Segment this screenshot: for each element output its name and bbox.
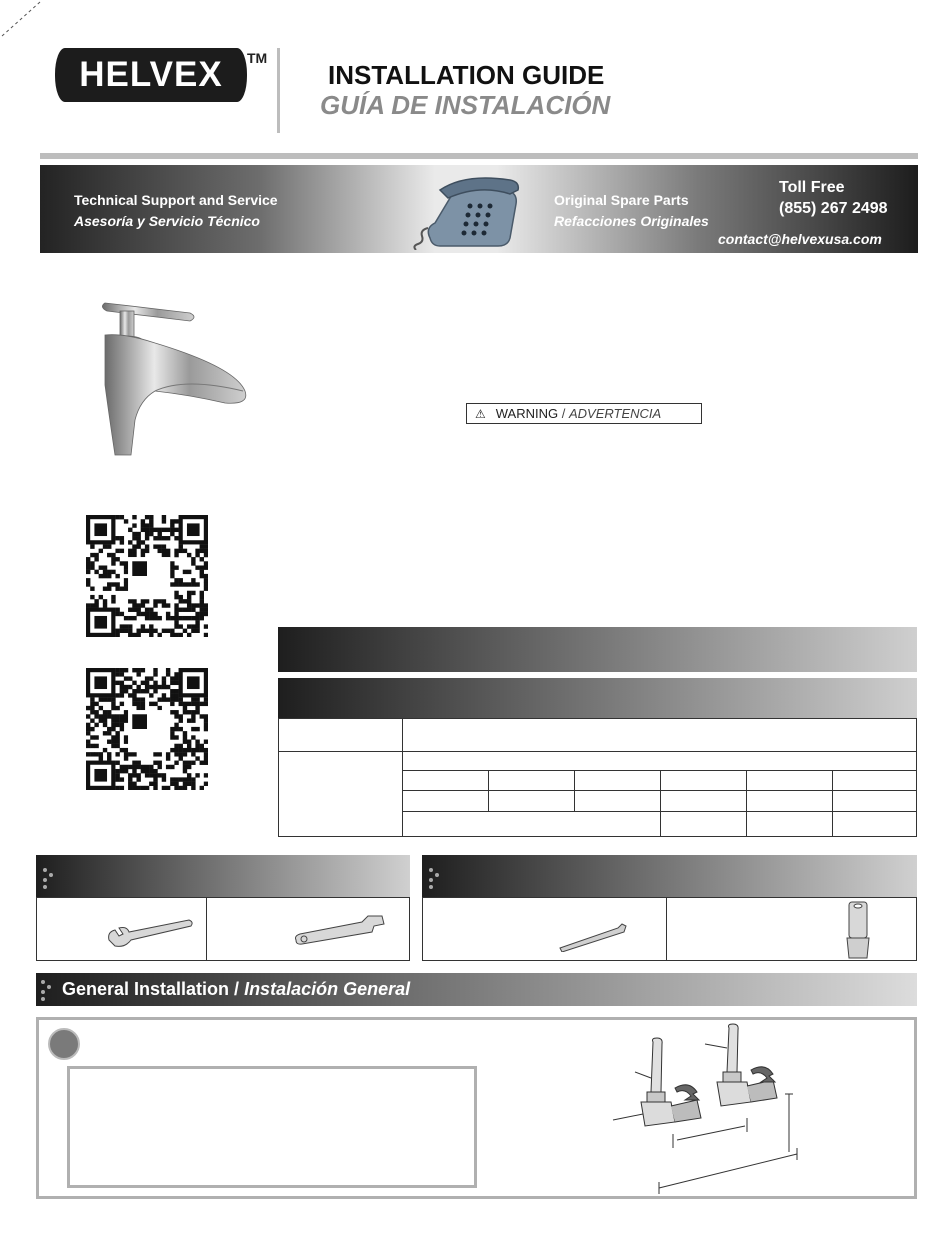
bullet-dots-icon bbox=[40, 979, 54, 1001]
general-title-es: Instalación General bbox=[244, 979, 411, 999]
general-title-en: General Installation bbox=[62, 979, 230, 999]
warning-separator: / bbox=[558, 406, 569, 421]
warning-label-es: ADVERTENCIA bbox=[568, 406, 662, 421]
title-english: INSTALLATION GUIDE bbox=[328, 60, 605, 90]
contact-email[interactable]: contact@helvexusa.com bbox=[718, 231, 882, 247]
logo-text: HELVEX bbox=[79, 55, 223, 94]
section-header-bar bbox=[278, 627, 917, 672]
cut-mark bbox=[0, 0, 45, 40]
faucet-image bbox=[95, 295, 255, 460]
support-title-es: Asesoría y Servicio Técnico bbox=[74, 213, 260, 229]
qr-code[interactable] bbox=[86, 515, 208, 637]
specifications-table bbox=[278, 718, 917, 837]
title-spanish: GUÍA DE INSTALACIÓN bbox=[320, 90, 611, 120]
warning-triangle-icon: ⚠ bbox=[475, 406, 486, 421]
helvex-logo bbox=[55, 48, 247, 102]
step-number-badge bbox=[48, 1028, 80, 1060]
general-separator: / bbox=[229, 979, 245, 999]
bullet-dots-icon bbox=[428, 867, 442, 889]
section-header-bar bbox=[278, 678, 917, 718]
warning-box bbox=[466, 403, 702, 424]
telephone-icon bbox=[410, 168, 530, 250]
socket-tool-icon bbox=[843, 900, 873, 960]
tools-header-left bbox=[36, 855, 410, 898]
spare-parts-es: Refacciones Originales bbox=[554, 213, 709, 229]
toll-free-label: Toll Free bbox=[779, 179, 845, 196]
general-installation-header bbox=[36, 973, 917, 1006]
tools-box-right bbox=[422, 897, 917, 961]
spare-parts-en: Original Spare Parts bbox=[554, 192, 689, 208]
tools-header-right bbox=[422, 855, 917, 898]
tools-box-left bbox=[36, 897, 410, 961]
qr-code[interactable] bbox=[86, 668, 208, 790]
support-title-en: Technical Support and Service bbox=[74, 192, 278, 208]
header-divider bbox=[277, 48, 280, 133]
pipe-wrench-icon bbox=[292, 914, 392, 948]
phone-number[interactable]: (855) 267 2498 bbox=[779, 200, 888, 217]
top-rule bbox=[40, 153, 918, 159]
trademark: TM bbox=[247, 50, 268, 66]
shutoff-valves-diagram bbox=[605, 1022, 805, 1194]
adjustable-wrench-icon bbox=[105, 918, 195, 948]
bullet-dots-icon bbox=[42, 867, 56, 889]
step-note-box bbox=[67, 1066, 477, 1188]
warning-label-en: WARNING bbox=[495, 406, 559, 421]
allen-key-icon bbox=[558, 920, 630, 952]
